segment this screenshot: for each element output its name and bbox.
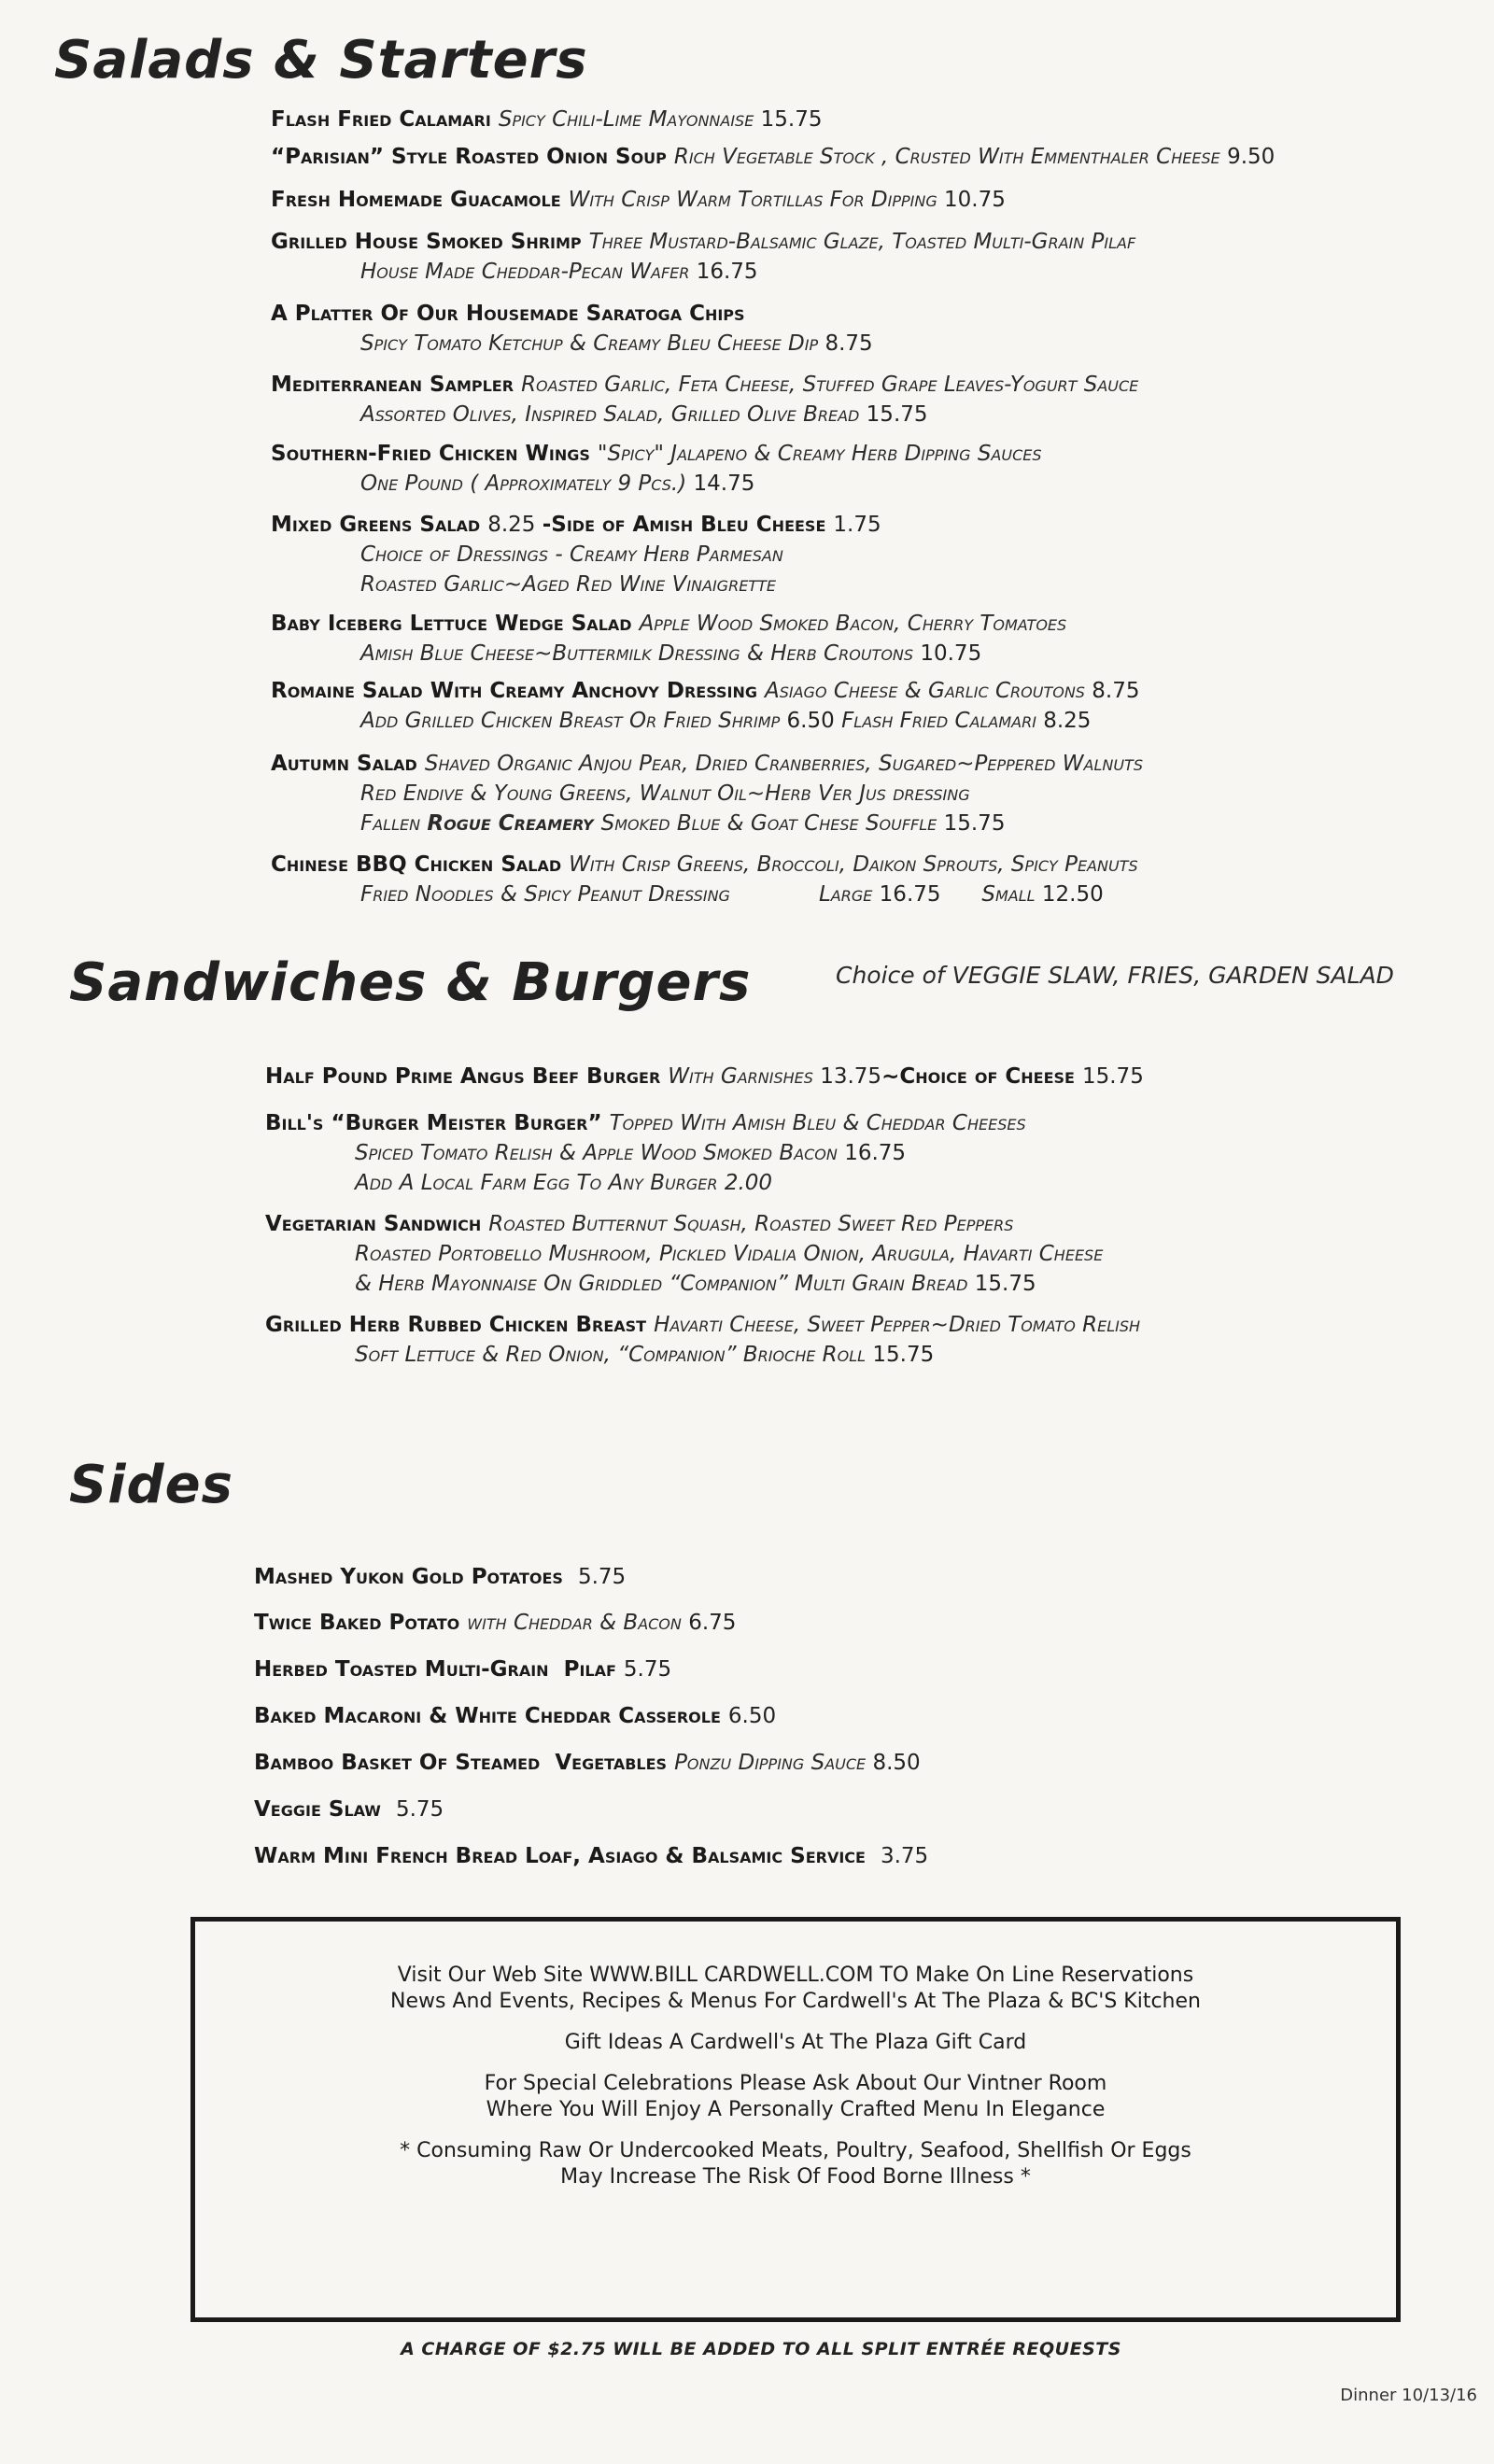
menu-item xyxy=(254,1748,921,1778)
menu-item-name: Baby Iceberg Lettuce Wedge Salad xyxy=(271,612,640,636)
menu-item-continuation xyxy=(265,1138,1026,1168)
menu-item-name: Baked Macaroni & White Cheddar Casserole xyxy=(254,1704,728,1728)
menu-item-name: Half Pound Prime Angus Beef Burger xyxy=(265,1064,669,1089)
menu-item-name: Bamboo Basket Of Steamed Vegetables xyxy=(254,1751,675,1775)
menu-item-description: Havarti Cheese, Sweet Pepper~Dried Tomato Relish xyxy=(654,1313,1141,1337)
menu-item-name: Autumn Salad xyxy=(271,752,425,776)
notice-line: May Increase The Risk Of Food Borne Illness * xyxy=(560,2165,1031,2189)
menu-item-line xyxy=(265,1209,1103,1239)
menu-item-continuation xyxy=(271,400,1138,429)
menu-item-line xyxy=(271,105,822,134)
menu-item-continuation xyxy=(265,1239,1103,1269)
menu-item-description: With Crisp Warm Tortillas For Dipping xyxy=(568,188,945,212)
menu-item-description: Choice of Dressings - Creamy Herb Parmesan xyxy=(360,542,783,567)
menu-item xyxy=(254,1654,671,1684)
notice-line: For Special Celebrations Please Ask About Our Vintner Room xyxy=(484,2072,1107,2095)
menu-item-line xyxy=(271,749,1143,779)
menu-dateline: Dinner 10/13/16 xyxy=(1340,2386,1477,2405)
menu-item-line xyxy=(271,510,881,540)
menu-item-line xyxy=(271,850,1138,880)
menu-item-price: 15.75 xyxy=(974,1272,1036,1296)
menu-item-description: Asiago Cheese & Garlic Croutons xyxy=(765,679,1092,703)
menu-item-price: 12.50 xyxy=(1041,882,1104,907)
menu-item-price: 8.75 xyxy=(825,331,873,356)
menu-item-description: Roasted Butternut Squash, Roasted Sweet Red Peppers xyxy=(488,1212,1014,1236)
menu-item-line xyxy=(254,1608,736,1638)
menu-item-description: Roasted Portobello Mushroom, Pickled Vidalia Onion, Arugula, Havarti Cheese xyxy=(355,1242,1104,1266)
menu-item-description: Soft Lettuce & Red Onion, “Companion” Brioche Roll xyxy=(355,1343,873,1367)
menu-item-continuation xyxy=(271,639,1066,669)
menu-item xyxy=(271,439,1042,499)
menu-item-name: -Side of Amish Bleu Cheese xyxy=(542,513,834,537)
menu-item-description: Shaved Organic Anjou Pear, Dried Cranberries, Sugared~Peppered Walnuts xyxy=(424,752,1143,776)
split-entree-footnote: A CHARGE OF $2.75 WILL BE ADDED TO ALL SPLIT ENTRÉE REQUESTS xyxy=(401,2339,1121,2359)
menu-item-line xyxy=(254,1562,626,1592)
menu-item-price: 10.75 xyxy=(920,641,982,666)
menu-item-line xyxy=(265,1108,1026,1138)
menu-item xyxy=(254,1795,444,1824)
menu-item-price: 16.75 xyxy=(879,882,941,907)
menu-item-name: Romaine Salad With Creamy Anchovy Dressing xyxy=(271,679,765,703)
menu-item xyxy=(254,1562,626,1592)
menu-item-price: 14.75 xyxy=(693,472,755,496)
menu-item-line xyxy=(265,1310,1140,1340)
menu-item xyxy=(265,1062,1144,1091)
menu-item xyxy=(271,142,1275,172)
menu-item-description: Rich Vegetable Stock , Crusted With Emmenthaler Cheese xyxy=(673,145,1228,169)
menu-item xyxy=(271,850,1138,909)
menu-item-price: 5.75 xyxy=(577,1565,627,1589)
menu-item-line xyxy=(254,1748,921,1778)
menu-item-description: House Made Cheddar-Pecan Wafer xyxy=(360,260,697,284)
menu-item-continuation xyxy=(271,779,1143,809)
menu-item-name: ~Choice of Cheese xyxy=(881,1064,1082,1089)
menu-item-description: Add A Local Farm Egg To Any Burger xyxy=(355,1171,725,1195)
menu-item-line xyxy=(254,1841,928,1871)
menu-item-price: 8.25 xyxy=(1043,709,1092,733)
menu-item-price: 16.75 xyxy=(696,260,758,284)
menu-item-description: Roasted Garlic~Aged Red Wine Vinaigrette xyxy=(360,572,776,597)
menu-item-line xyxy=(271,185,1006,215)
menu-item-line xyxy=(271,299,873,329)
menu-item-description: Amish Blue Cheese~Buttermilk Dressing & Herb Croutons xyxy=(360,641,921,666)
menu-item-name: Mashed Yukon Gold Potatoes xyxy=(254,1565,578,1589)
menu-item-description: Smoked Blue & Goat Chese Souffle xyxy=(600,811,944,836)
menu-item xyxy=(271,370,1138,429)
menu-item-description: Rogue Creamery xyxy=(427,811,601,836)
menu-item-name: Grilled House Smoked Shrimp xyxy=(271,230,589,254)
menu-item-line xyxy=(265,1062,1144,1091)
menu-item-price: 2.00 xyxy=(724,1171,773,1195)
menu-item-description: Fried Noodles & Spicy Peanut Dressing Large xyxy=(360,882,880,907)
menu-item-name: Fresh Homemade Guacamole xyxy=(271,188,569,212)
menu-item-price: 10.75 xyxy=(944,188,1006,212)
menu-item-name: Southern-Fried Chicken Wings xyxy=(271,442,598,466)
menu-item-name: Grilled Herb Rubbed Chicken Breast xyxy=(265,1313,655,1337)
menu-item-name: “Parisian” Style Roasted Onion Soup xyxy=(271,145,674,169)
sandwiches-subtitle: Choice of VEGGIE SLAW, FRIES, GARDEN SALAD xyxy=(836,962,1394,989)
menu-item-price: 8.25 xyxy=(487,513,543,537)
menu-item-name: A Platter Of Our Housemade Saratoga Chips xyxy=(271,302,745,326)
menu-item xyxy=(254,1841,928,1871)
menu-item-description: Three Mustard-Balsamic Glaze, Toasted Multi-Grain Pilaf xyxy=(588,230,1136,254)
menu-item-description: Spicy Tomato Ketchup & Creamy Bleu Cheese Dip xyxy=(360,331,825,356)
menu-item-description: Assorted Olives, Inspired Salad, Grilled Olive Bread xyxy=(360,402,867,427)
menu-item-description: With Crisp Greens, Broccoli, Daikon Sprouts, Spicy Peanuts xyxy=(569,852,1138,877)
menu-item-continuation xyxy=(271,257,1135,287)
menu-item-continuation xyxy=(271,809,1143,838)
menu-item-description: Spiced Tomato Relish & Apple Wood Smoked Bacon xyxy=(355,1141,845,1165)
menu-item-price: 6.50 xyxy=(727,1704,777,1728)
menu-item-continuation xyxy=(265,1168,1026,1198)
menu-item-price: 8.75 xyxy=(1092,679,1140,703)
menu-item-price: 16.75 xyxy=(844,1141,907,1165)
menu-item xyxy=(271,676,1140,736)
menu-item-description: Ponzu Dipping Sauce xyxy=(674,1751,873,1775)
menu-item-price: 6.75 xyxy=(688,1611,737,1635)
menu-item-price: 15.75 xyxy=(866,402,928,427)
menu-item-line xyxy=(271,227,1135,257)
menu-item-name: Mixed Greens Salad xyxy=(271,513,488,537)
section-title-sides: Sides xyxy=(69,1455,233,1515)
menu-item-line xyxy=(271,676,1140,706)
menu-item-price: 6.50 xyxy=(786,709,842,733)
menu-item-name: Warm Mini French Bread Loaf, Asiago & Balsamic Service xyxy=(254,1844,881,1868)
section-title-salads: Salads & Starters xyxy=(54,30,588,91)
menu-item xyxy=(271,299,873,359)
menu-item-line xyxy=(254,1795,444,1824)
notice-paragraph xyxy=(193,2138,1398,2190)
menu-item-continuation xyxy=(271,706,1140,736)
info-notice-box xyxy=(190,1917,1401,2322)
menu-item-description: with Cheddar & Bacon xyxy=(467,1611,689,1635)
menu-item-price: 9.50 xyxy=(1227,145,1276,169)
menu-item-price: 15.75 xyxy=(943,811,1006,836)
menu-item-price: 3.75 xyxy=(880,1844,929,1868)
menu-item xyxy=(271,227,1135,287)
menu-item-continuation xyxy=(265,1269,1103,1299)
notice-line: Visit Our Web Site WWW.BILL CARDWELL.COM TO Make On Line Reservations xyxy=(397,1964,1194,1987)
notice-text xyxy=(193,1963,1398,2205)
menu-item xyxy=(271,105,822,134)
menu-item-name: Chinese BBQ Chicken Salad xyxy=(271,852,570,877)
menu-item-name: Flash Fried Calamari xyxy=(271,107,499,132)
menu-item-price: 15.75 xyxy=(1081,1064,1144,1089)
menu-item xyxy=(254,1608,736,1638)
menu-item-description: With Garnishes xyxy=(668,1064,821,1089)
menu-item-price: 5.75 xyxy=(395,1797,444,1822)
menu-item-name: Bill's “Burger Meister Burger” xyxy=(265,1111,610,1135)
menu-item-description: One Pound ( Approximately 9 Pcs.) xyxy=(360,472,694,496)
menu-item-line xyxy=(254,1654,671,1684)
menu-item-name: Herbed Toasted Multi-Grain Pilaf xyxy=(254,1657,624,1682)
menu-item xyxy=(271,510,881,599)
menu-item-line xyxy=(271,609,1066,639)
menu-item-line xyxy=(271,439,1042,469)
menu-item-name: Twice Baked Potato xyxy=(254,1611,468,1635)
menu-item-continuation xyxy=(271,329,873,359)
menu-item xyxy=(265,1209,1103,1299)
menu-item-description: Flash Fried Calamari xyxy=(841,709,1044,733)
menu-item-name: Veggie Slaw xyxy=(254,1797,396,1822)
notice-line: * Consuming Raw Or Undercooked Meats, Poultry, Seafood, Shellfish Or Eggs xyxy=(400,2139,1191,2162)
menu-item-line xyxy=(271,142,1275,172)
menu-item-continuation xyxy=(271,880,1138,909)
menu-item xyxy=(254,1701,776,1731)
menu-item-continuation xyxy=(271,469,1042,499)
menu-item-name: Mediterranean Sampler xyxy=(271,373,522,397)
menu-item-description: Roasted Garlic, Feta Cheese, Stuffed Grape Leaves-Yogurt Sauce xyxy=(521,373,1139,397)
menu-item-description: "Spicy" Jalapeno & Creamy Herb Dipping Sauces xyxy=(597,442,1042,466)
notice-paragraph xyxy=(193,1963,1398,2015)
menu-item-description: & Herb Mayonnaise On Griddled “Companion” Multi Grain Bread xyxy=(355,1272,975,1296)
menu-item xyxy=(265,1108,1026,1198)
menu-item-continuation xyxy=(271,570,881,599)
menu-item-continuation xyxy=(271,540,881,570)
menu-item xyxy=(271,749,1143,838)
notice-line: Gift Ideas A Cardwell's At The Plaza Gift Card xyxy=(564,2031,1027,2054)
notice-paragraph xyxy=(193,2071,1398,2123)
menu-item-price: 8.50 xyxy=(872,1751,921,1775)
menu-item-description: Fallen xyxy=(360,811,428,836)
menu-item-price: 15.75 xyxy=(760,107,823,132)
section-title-sandwiches: Sandwiches & Burgers xyxy=(69,952,752,1013)
menu-item-description: Red Endive & Young Greens, Walnut Oil~Herb Ver Jus dressing xyxy=(360,781,970,806)
menu-item-description: Topped With Amish Bleu & Cheddar Cheeses xyxy=(609,1111,1026,1135)
menu-item-price: 5.75 xyxy=(623,1657,672,1682)
menu-item-price: 1.75 xyxy=(833,513,881,537)
menu-item-description: Spicy Chili-Lime Mayonnaise xyxy=(498,107,761,132)
menu-item xyxy=(271,185,1006,215)
menu-item-price: 15.75 xyxy=(872,1343,935,1367)
menu-item-description: Add Grilled Chicken Breast Or Fried Shrimp xyxy=(360,709,787,733)
menu-item-name: Vegetarian Sandwich xyxy=(265,1212,489,1236)
menu-item-line xyxy=(271,370,1138,400)
menu-item xyxy=(265,1310,1140,1370)
menu-item-description: Small xyxy=(940,882,1042,907)
menu-item-price: 13.75 xyxy=(820,1064,882,1089)
notice-line: News And Events, Recipes & Menus For Cardwell's At The Plaza & BC'S Kitchen xyxy=(390,1990,1201,2013)
notice-paragraph xyxy=(193,2030,1398,2056)
menu-item xyxy=(271,609,1066,669)
menu-item-line xyxy=(254,1701,776,1731)
menu-item-description: Apple Wood Smoked Bacon, Cherry Tomatoes xyxy=(639,612,1067,636)
menu-item-continuation xyxy=(265,1340,1140,1370)
notice-line: Where You Will Enjoy A Personally Crafted Menu In Elegance xyxy=(486,2098,1106,2121)
